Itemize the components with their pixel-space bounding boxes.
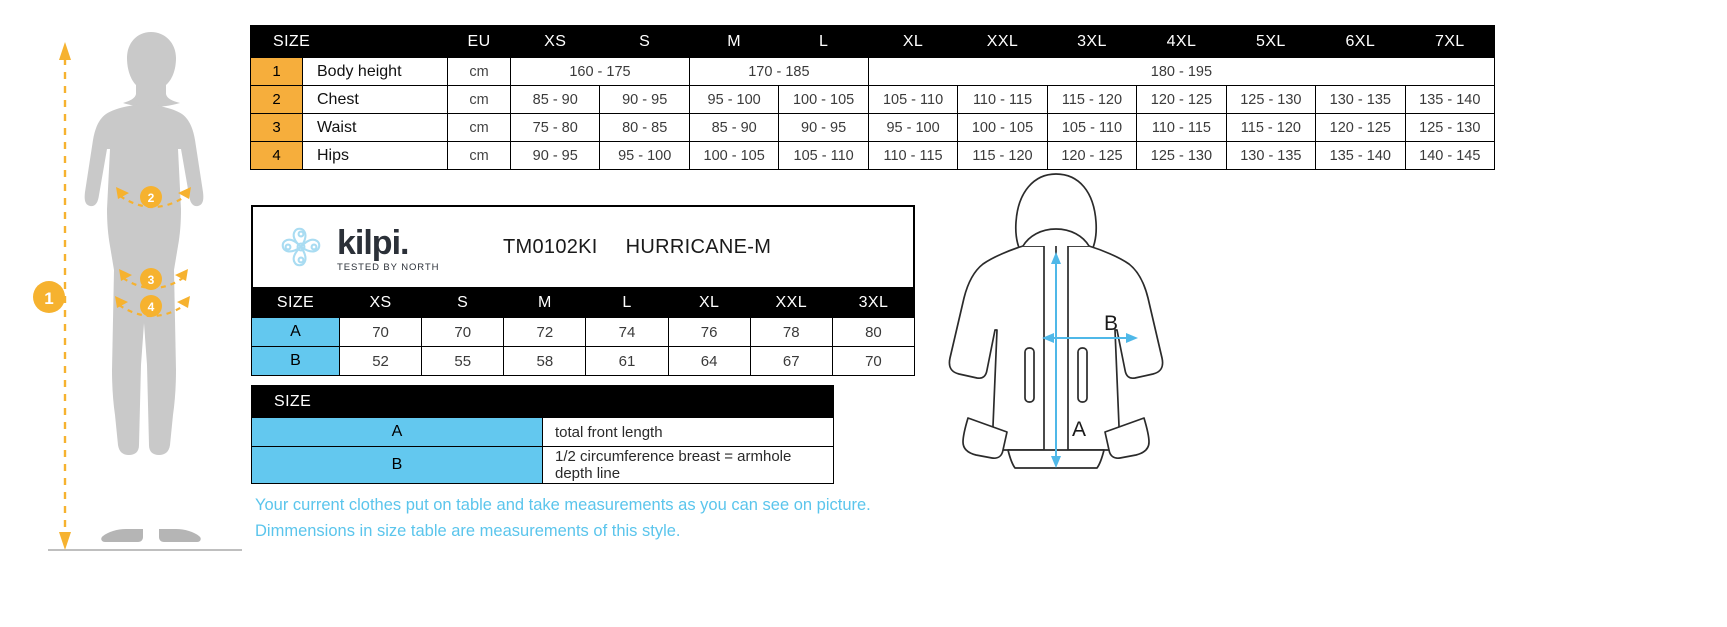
brand-name: kilpi. [337,224,409,263]
cell-value: 67 [750,347,832,376]
shoes [101,529,200,542]
column-header-xl: XL [668,288,750,318]
cell-value: 105 - 110 [1047,114,1136,142]
column-header-size: SIZE [251,26,448,58]
cell-value: 55 [422,347,504,376]
cell-value: 110 - 115 [868,142,957,170]
row-unit: cm [448,114,511,142]
row-label: Body height [303,58,448,86]
column-header-xl: XL [868,26,957,58]
row-description: 1/2 circumference breast = armhole depth line [543,447,834,484]
legend-row-a [252,418,834,447]
cell-value: 74 [586,318,668,347]
cell-value: 110 - 115 [958,86,1047,114]
cell-value: 61 [586,347,668,376]
cell-value: 105 - 110 [868,86,957,114]
cell-value: 90 - 95 [511,142,600,170]
note-line-2: Dimmensions in size table are measurements of this style. [255,522,681,540]
body-measurements-table [250,25,1495,170]
column-header-3xl: 3XL [1047,26,1136,58]
table-row-a [252,318,915,347]
legend-row-b [252,447,834,484]
cell-value: 125 - 130 [1226,86,1315,114]
column-header-eu: EU [448,26,511,58]
jacket-diagram [920,160,1180,505]
cell-value: 115 - 120 [1047,86,1136,114]
cell-value: 95 - 100 [868,114,957,142]
cell-value: 80 [832,318,914,347]
table-header-row [252,386,834,418]
column-header-6xl: 6XL [1316,26,1405,58]
table-row-hips [251,142,1495,170]
column-header-xxl: XXL [750,288,832,318]
cell-value: 120 - 125 [1047,142,1136,170]
cell-value: 160 - 175 [511,58,690,86]
column-header-s: S [600,26,689,58]
row-unit: cm [448,58,511,86]
column-header-xs: XS [511,26,600,58]
row-key: B [252,347,340,376]
svg-text:3: 3 [147,273,155,287]
cell-value: 70 [832,347,914,376]
measure-label-b: B [1104,312,1119,335]
svg-text:2: 2 [147,191,155,205]
cell-value: 180 - 195 [868,58,1494,86]
column-header-7xl: 7XL [1405,26,1494,58]
cell-value: 76 [668,318,750,347]
column-header-3xl: 3XL [832,288,914,318]
note-line-1: Your current clothes put on table and take measurements as you can see on picture. [255,496,871,514]
cell-value: 120 - 125 [1316,114,1405,142]
row-description: total front length [543,418,834,447]
table-header-row [251,26,1495,58]
cell-value: 100 - 105 [779,86,868,114]
height-arrow-bottom [59,532,71,550]
column-header-size: SIZE [252,386,834,418]
row-key: A [252,418,543,447]
garment-measurements-table [251,287,915,376]
body-shape [85,32,204,455]
table-row-waist [251,114,1495,142]
row-unit: cm [448,86,511,114]
row-label: Hips [303,142,448,170]
cell-value: 58 [504,347,586,376]
measurement-legend-table [251,385,834,484]
height-arrow-top [59,42,71,60]
column-header-l: L [779,26,868,58]
cell-value: 75 - 80 [511,114,600,142]
column-header-m: M [504,288,586,318]
cell-value: 130 - 135 [1226,142,1315,170]
cell-value: 70 [340,318,422,347]
badge-4 [140,295,162,317]
brand-block [273,223,439,276]
row-index: 4 [251,142,303,170]
cell-value: 52 [340,347,422,376]
hips-arrow-right [177,296,190,308]
row-unit: cm [448,142,511,170]
table-row-body-height [251,58,1495,86]
cell-value: 115 - 120 [958,142,1047,170]
svg-text:4: 4 [147,300,155,314]
column-header-s: S [422,288,504,318]
row-index: 3 [251,114,303,142]
cell-value: 95 - 100 [600,142,689,170]
row-label: Waist [303,114,448,142]
mannequin-figure [20,10,250,560]
cell-value: 140 - 145 [1405,142,1494,170]
kilpi-knot-logo-icon [273,223,329,276]
brand-tagline: TESTED BY NORTH [337,262,440,274]
svg-text:1: 1 [44,289,54,308]
row-key: B [252,447,543,484]
cell-value: 105 - 110 [779,142,868,170]
row-index: 1 [251,58,303,86]
instruction-notes [255,492,871,544]
cell-value: 100 - 105 [958,114,1047,142]
product-name: HURRICANE-M [625,236,772,258]
badge-3 [140,268,162,290]
cell-value: 64 [668,347,750,376]
table-row-b [252,347,915,376]
column-header-l: L [586,288,668,318]
cell-value: 90 - 95 [600,86,689,114]
product-card [251,205,915,287]
measure-a-arrow-top [1051,252,1061,264]
product-code: TM0102KI [503,236,598,258]
table-row-chest [251,86,1495,114]
cell-value: 100 - 105 [689,142,778,170]
row-key: A [252,318,340,347]
cell-value: 130 - 135 [1316,86,1405,114]
cell-value: 125 - 130 [1137,142,1226,170]
cell-value: 95 - 100 [689,86,778,114]
cell-value: 125 - 130 [1405,114,1494,142]
column-header-xs: XS [340,288,422,318]
column-header-4xl: 4XL [1137,26,1226,58]
cell-value: 135 - 140 [1405,86,1494,114]
cell-value: 85 - 90 [689,114,778,142]
cell-value: 72 [504,318,586,347]
column-header-size: SIZE [252,288,340,318]
cell-value: 70 [422,318,504,347]
measure-label-a: A [1072,418,1087,441]
badge-1 [33,281,65,313]
cell-value: 115 - 120 [1226,114,1315,142]
cell-value: 80 - 85 [600,114,689,142]
cell-value: 120 - 125 [1137,86,1226,114]
cell-value: 90 - 95 [779,114,868,142]
column-header-5xl: 5XL [1226,26,1315,58]
cell-value: 170 - 185 [689,58,868,86]
cell-value: 78 [750,318,832,347]
table-header-row [252,288,915,318]
column-header-m: M [689,26,778,58]
cell-value: 110 - 115 [1137,114,1226,142]
badge-2 [140,186,162,208]
row-label: Chest [303,86,448,114]
cell-value: 85 - 90 [511,86,600,114]
column-header-xxl: XXL [958,26,1047,58]
cell-value: 135 - 140 [1316,142,1405,170]
row-index: 2 [251,86,303,114]
